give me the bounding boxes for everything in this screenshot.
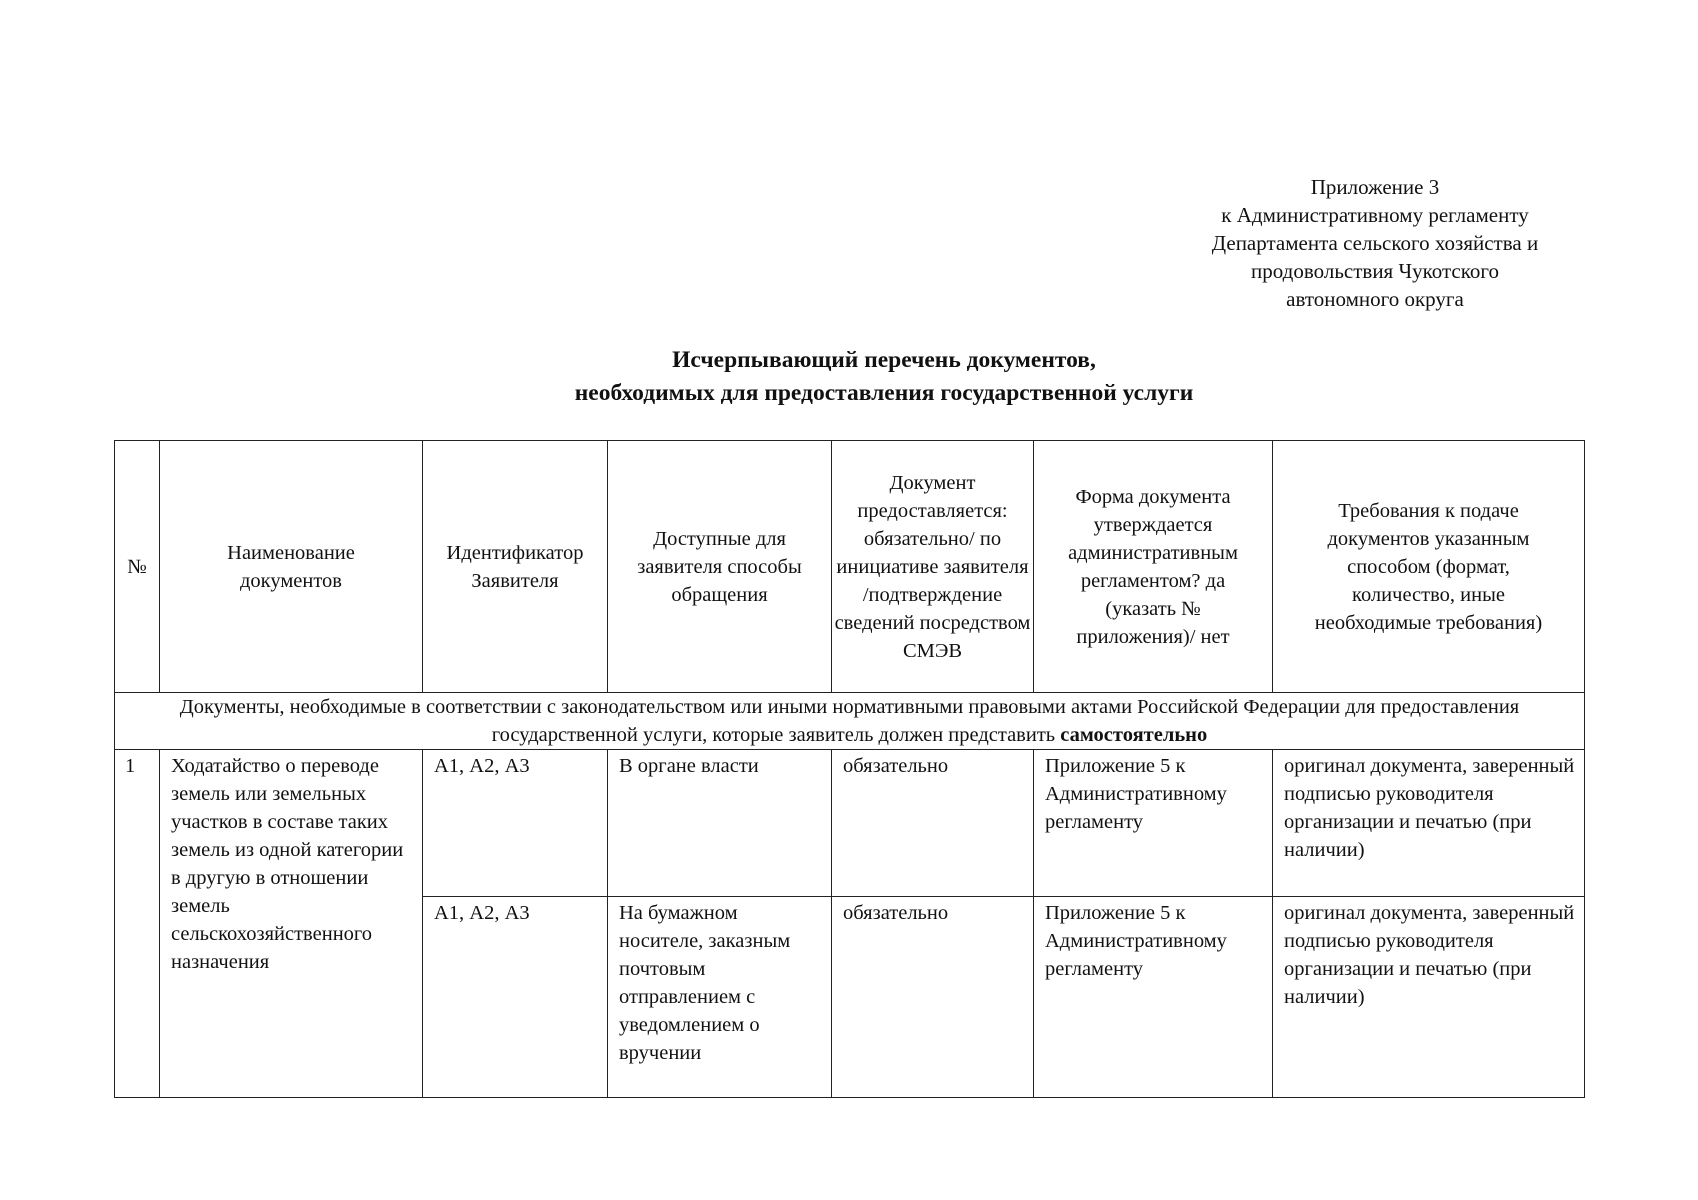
appendix-line: Приложение 3	[1310, 175, 1440, 199]
header-applicant-id: Идентификатор Заявителя	[423, 441, 608, 693]
appendix-line: Департамента сельского хозяйства и	[1211, 231, 1539, 255]
contact-method: На бумажном носителе, заказным почтовым отправлением с уведомлением о вручении	[608, 897, 832, 1098]
header-provision: Документ предоставляется: обязательно/ по инициативе заявителя /подтверждение сведений посредством СМЭВ	[832, 441, 1034, 693]
appendix-line: автономного округа	[1286, 287, 1464, 311]
provision-type: обязательно	[832, 897, 1034, 1098]
section-heading	[115, 693, 1585, 750]
contact-method: В органе власти	[608, 750, 832, 897]
document-title	[0, 344, 1698, 410]
appendix-line: продовольствия Чукотского	[1251, 259, 1499, 283]
documents-table	[114, 440, 1585, 1098]
appendix-note	[1160, 173, 1590, 313]
header-contact-methods: Доступные для заявителя способы обращения	[608, 441, 832, 693]
submission-requirements: оригинал документа, заверенный подписью руководителя организации и печатью (при наличии)	[1273, 750, 1585, 897]
submission-requirements: оригинал документа, заверенный подписью руководителя организации и печатью (при наличии)	[1273, 897, 1585, 1098]
applicant-identifier: А1, А2, А3	[423, 897, 608, 1098]
header-document-name: Наименование документов	[160, 441, 423, 693]
provision-type: обязательно	[832, 750, 1034, 897]
row-number: 1	[115, 750, 160, 1098]
document-name: Ходатайство о переводе земель или земельных участков в составе таких земель из одной категории в другую в отношении земель сельскохозяйственного назначения	[160, 750, 423, 1098]
form-approval: Приложение 5 к Административному регламенту	[1034, 897, 1273, 1098]
header-number: №	[115, 441, 160, 693]
section-row	[115, 693, 1585, 750]
table-header-row	[115, 441, 1585, 693]
table-row	[115, 750, 1585, 897]
title-line-2: необходимых для предоставления государственной услуги	[574, 380, 1194, 406]
header-form-approval: Форма документа утверждается административным регламентом? да (указать № приложения)/ нет	[1034, 441, 1273, 693]
header-requirements: Требования к подаче документов указанным способом (формат, количество, иные необходимые требования)	[1273, 441, 1585, 693]
appendix-line: к Административному регламенту	[1221, 203, 1529, 227]
section-bold-word: самостоятельно	[1060, 724, 1208, 746]
title-line-1: Исчерпывающий перечень документов,	[672, 347, 1096, 373]
applicant-identifier: А1, А2, А3	[423, 750, 608, 897]
form-approval: Приложение 5 к Административному регламенту	[1034, 750, 1273, 897]
section-text: Документы, необходимые в соответствии с законодательством или иными нормативными правовыми актами Российской Федерации для предоставления государственной услуги, которые заявитель должен представить	[179, 696, 1520, 746]
